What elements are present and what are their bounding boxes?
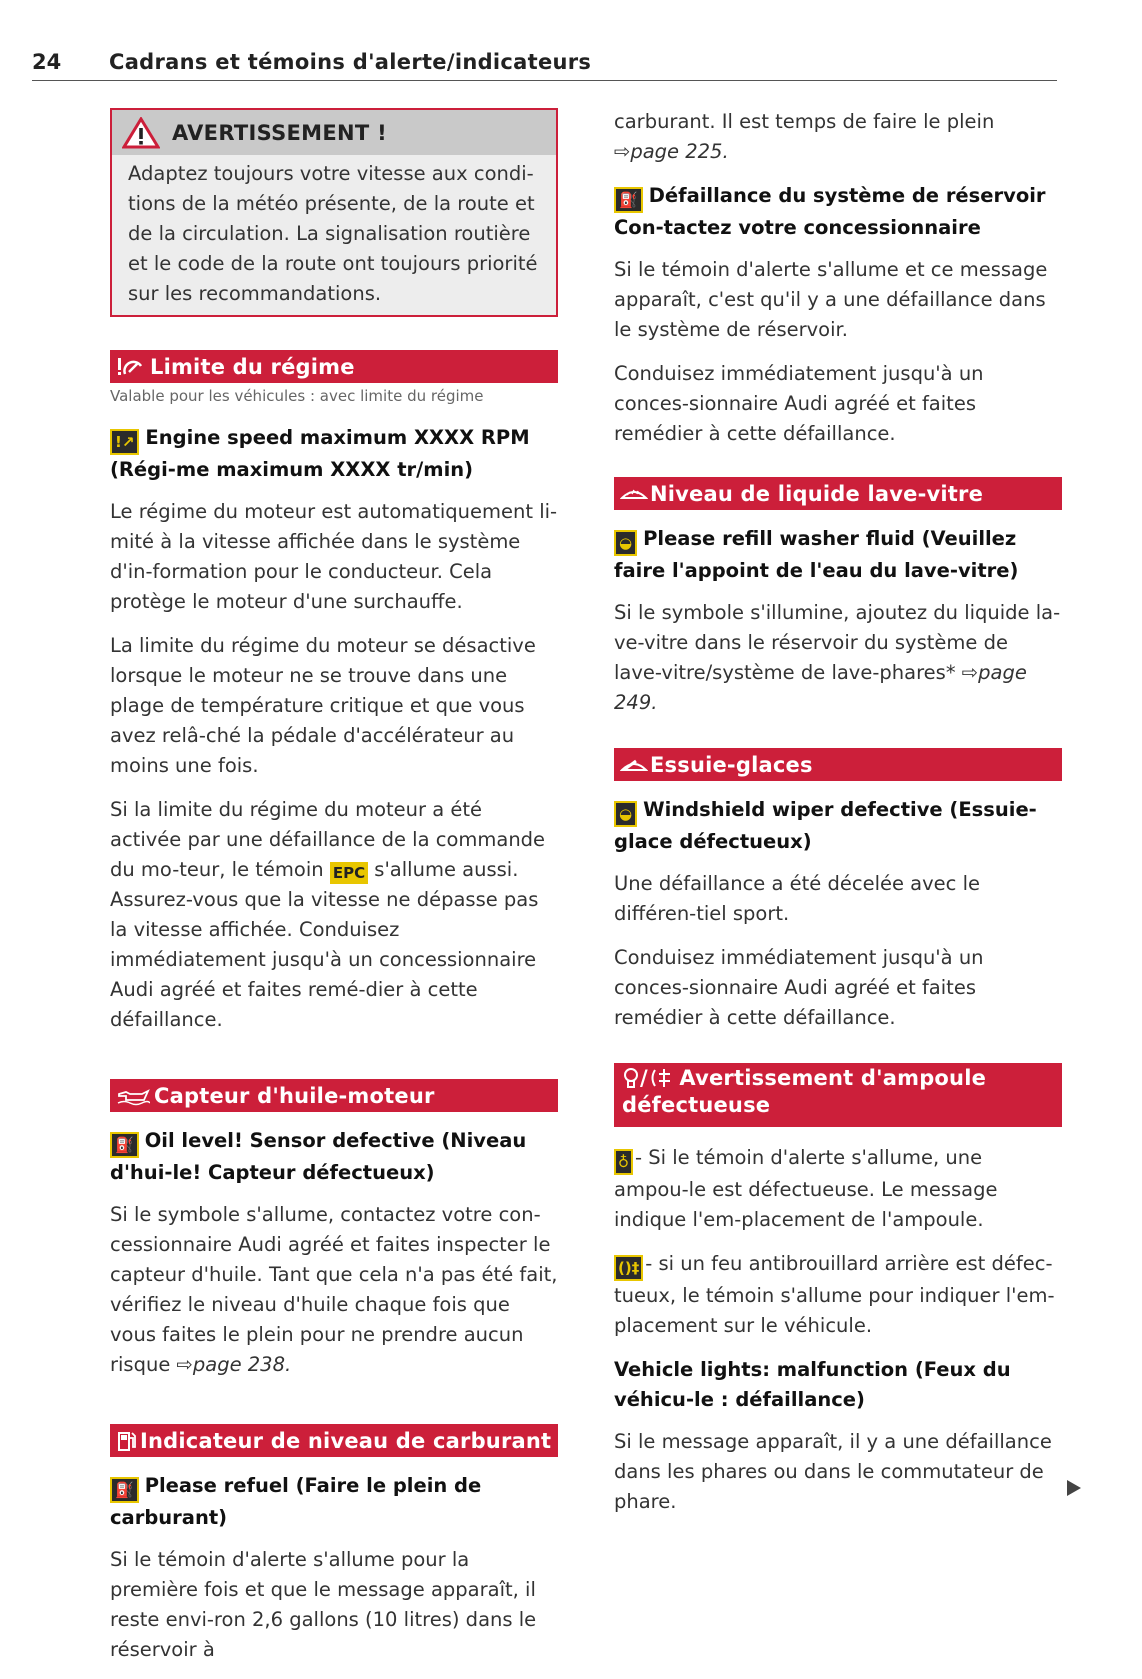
paragraph-part: Si la limite du régime du moteur a été activée par une défaillance de la commande du mo-teur, le témoin (110, 798, 546, 881)
page-ref-link[interactable]: page 249. (614, 661, 1027, 714)
page-ref-link[interactable]: page 225. (630, 140, 729, 163)
paragraph-part: - Si le témoin d'alerte s'allume, une ampou-le est défectueuse. Le message indique l'em-placement de l'ampoule. (614, 1146, 998, 1231)
right-column (614, 107, 1062, 1531)
paragraph: Une défaillance a été décelée avec le différen-tiel sport. (614, 872, 981, 925)
bulb-warning-icon: ♁ (614, 1149, 633, 1175)
paragraph (614, 1143, 1062, 1235)
message-head-tank (614, 181, 1062, 243)
left-column (110, 108, 558, 1679)
paragraph-part: s'allume aussi. Assurez-vous que la vitesse ne dépasse pas la vitesse affichée. Conduisez immédiatement jusqu'à un concessionnaire Audi agréé et faites remé-dier à cette défaillance. (110, 858, 539, 1031)
fuel-warning-icon: ⛽ (110, 1477, 139, 1503)
warning-title: AVERTISSEMENT ! (172, 120, 387, 145)
fog-light-warning-icon: ()‡ (614, 1255, 643, 1281)
rpm-limit-warning-icon: !↗ (110, 429, 139, 455)
page-ref-link[interactable]: page 238. (192, 1353, 292, 1376)
wiper-icon (620, 755, 648, 775)
message-head-oil (110, 1126, 558, 1188)
paragraph (110, 795, 558, 1035)
message-head-rpm (110, 423, 558, 485)
rear-fog-light-icon (648, 1067, 672, 1089)
message-head-washer (614, 524, 1062, 586)
wiper-warning-icon: ◒ (614, 801, 637, 827)
paragraph-part: Si le symbole s'illumine, ajoutez du liquide la-ve-vitre dans le réservoir du système de lave-vitre/système de lave-phares* (614, 601, 1061, 684)
paragraph (614, 107, 1062, 167)
message-head-wiper (614, 795, 1062, 857)
oil-can-icon (116, 1086, 150, 1106)
message-head-lights: Vehicle lights: malfunction (Feux du véhicu-le : défaillance) (614, 1358, 1011, 1411)
paragraph (614, 1249, 1062, 1341)
page-number: 24 (32, 50, 62, 74)
section-title-lave: Niveau de liquide lave-vitre (650, 481, 984, 506)
paragraph: Conduisez immédiatement jusqu'à un conces-sionnaire Audi agréé et faites remédier à cette défaillance. (614, 946, 984, 1029)
paragraph: Si le témoin d'alerte s'allume et ce message apparaît, c'est qu'il y a une défaillance dans le système de réservoir. (614, 258, 1048, 341)
paragraph-part: carburant. Il est temps de faire le plein (614, 110, 995, 133)
paragraph (110, 1200, 558, 1380)
message-head-wiper-text: Windshield wiper defective (Essuie-glace défectueux) (614, 798, 1037, 853)
rpm-limit-icon (116, 356, 144, 378)
message-head-refuel-text: Please refuel (Faire le plein de carburant) (110, 1474, 482, 1529)
paragraph: Si le témoin d'alerte s'allume pour la première fois et que le message apparaît, il reste envi-ron 2,6 gallons (10 litres) dans le réservoir à (110, 1548, 537, 1661)
epc-icon: EPC (330, 862, 368, 884)
page-header (32, 46, 1057, 81)
paragraph: Le régime du moteur est automatiquement li-mité à la vitesse affichée dans le système d'in-formation pour le conducteur. Cela protège le moteur d'une surchauffe. (110, 500, 558, 613)
section-bar-essuie (614, 748, 1062, 781)
arrow-icon: ⇨ (614, 140, 631, 163)
fuel-system-warning-icon: ⛽ (614, 187, 643, 213)
warning-body: Adaptez toujours votre vitesse aux condi-tions de la météo présente, de la route et de la circulation. La signalisation routière et le code de la route ont toujours priorité sur les recommandations. (128, 162, 538, 305)
section-bar-ampoule: / Avertissement d'ampoule défectueuse (614, 1063, 1062, 1127)
paragraph: Conduisez immédiatement jusqu'à un conces-sionnaire Audi agréé et faites remédier à cette défaillance. (614, 362, 984, 445)
message-head-tank-text: Défaillance du système de réservoir Con-tactez votre concessionnaire (614, 184, 1046, 239)
section-bar-carburant (110, 1424, 558, 1457)
section-bar-lave (614, 477, 1062, 510)
bulb-icon (622, 1067, 640, 1089)
washer-fluid-icon (620, 484, 648, 504)
paragraph: Si le message apparaît, il y a une défaillance dans les phares ou dans le commutateur de phare. (614, 1430, 1052, 1513)
section-title-carburant: Indicateur de niveau de carburant (140, 1428, 552, 1453)
paragraph (614, 598, 1062, 718)
warning-box (110, 108, 558, 317)
next-page-arrow-icon[interactable] (1067, 1480, 1081, 1496)
section-subtitle-limite: Valable pour les véhicules : avec limite du régime (110, 387, 484, 405)
section-title-ampoule-b: défectueuse (622, 1093, 771, 1117)
oil-sensor-warning-icon: ⛽ (110, 1132, 139, 1158)
paragraph: La limite du régime du moteur se désactive lorsque le moteur ne se trouve dans une plage de température critique et que vous avez relâ-ché la pédale d'accélérateur au moins une fois. (110, 634, 536, 777)
message-head-refuel (110, 1471, 558, 1533)
chapter-title: Cadrans et témoins d'alerte/indicateurs (109, 50, 592, 74)
warning-triangle-icon (122, 117, 160, 149)
warning-title-bar (112, 110, 556, 155)
section-title-essuie: Essuie-glaces (650, 752, 813, 777)
message-head-washer-text: Please refill washer fluid (Veuillez faire l'appoint de l'eau du lave-vitre) (614, 527, 1019, 582)
arrow-icon: ⇨ (176, 1353, 193, 1376)
arrow-icon: ⇨ (961, 661, 979, 684)
fuel-pump-icon (116, 1430, 138, 1452)
section-title-limite: Limite du régime (150, 354, 355, 379)
message-head-oil-text: Oil level! Sensor defective (Niveau d'hui-le! Capteur défectueux) (110, 1129, 527, 1184)
section-bar-limite (110, 350, 558, 383)
paragraph-part: - si un feu antibrouillard arrière est défec-tueux, le témoin s'allume pour indiquer l'em-placement sur le véhicule. (614, 1252, 1055, 1337)
section-bar-huile (110, 1079, 558, 1112)
paragraph-part: Si le symbole s'allume, contactez votre con-cessionnaire Audi agréé et faites inspecter le capteur d'huile. Tant que cela n'a pas été fait, vérifiez le niveau d'huile chaque fois que vous faites le plein pour ne prendre aucun risque (110, 1203, 558, 1376)
message-head-rpm-text: Engine speed maximum XXXX RPM (Régi-me maximum XXXX tr/min) (110, 426, 530, 481)
washer-warning-icon: ◒ (614, 530, 637, 556)
section-title-huile: Capteur d'huile-moteur (154, 1083, 435, 1108)
section-title-ampoule-a: Avertissement d'ampoule (679, 1066, 987, 1090)
